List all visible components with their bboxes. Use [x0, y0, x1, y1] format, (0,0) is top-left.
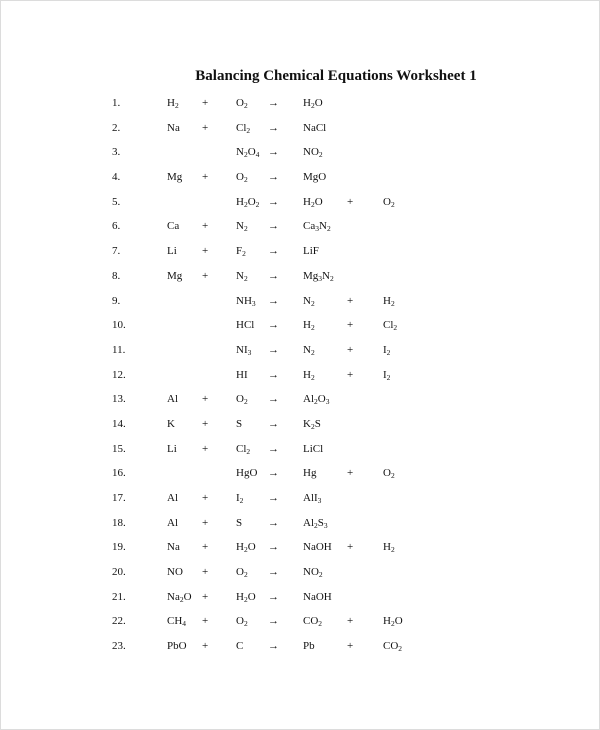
reactant-2: $N_2O_4$: [236, 146, 260, 160]
yields-arrow: →: [268, 541, 279, 554]
product-1: LiCl: [303, 442, 324, 455]
equation-row: [1, 463, 600, 488]
product-1: Hg: [303, 467, 317, 480]
reactant-1: NO: [167, 566, 183, 579]
equation-number: 3.: [112, 146, 121, 159]
product-1: $Mg_3N_2$: [303, 269, 334, 283]
plus-sign: +: [347, 541, 354, 554]
equation-number: 23.: [112, 640, 126, 653]
plus-sign: +: [347, 640, 354, 653]
plus-sign: +: [202, 269, 209, 282]
yields-arrow: →: [268, 121, 279, 134]
equation-number: 7.: [112, 245, 121, 258]
equation-number: 18.: [112, 516, 126, 529]
equation-number: 22.: [112, 615, 126, 628]
yields-arrow: →: [268, 640, 279, 653]
reactant-2: $F_2$: [236, 245, 246, 259]
product-1: $NO_2$: [303, 146, 323, 160]
equation-row: [1, 167, 600, 192]
product-2: $CO_2$: [383, 640, 403, 654]
plus-sign: +: [347, 368, 354, 381]
reactant-2: $O_2$: [236, 171, 248, 185]
yields-arrow: →: [268, 343, 279, 356]
plus-sign: +: [202, 640, 209, 653]
reactant-2: $N_2$: [236, 220, 248, 234]
product-1: MgO: [303, 171, 327, 184]
equation-number: 14.: [112, 417, 126, 430]
product-2: $I_2$: [383, 368, 391, 382]
yields-arrow: →: [268, 393, 279, 406]
yields-arrow: →: [268, 467, 279, 480]
equation-row: [1, 142, 600, 167]
product-2: $I_2$: [383, 343, 391, 357]
equation-row: [1, 315, 600, 340]
yields-arrow: →: [268, 442, 279, 455]
yields-arrow: →: [268, 220, 279, 233]
equation-number: 6.: [112, 220, 121, 233]
equation-row: [1, 340, 600, 365]
equation-number: 16.: [112, 467, 126, 480]
yields-arrow: →: [268, 195, 279, 208]
reactant-1: Ca: [167, 220, 180, 233]
equation-row: [1, 93, 600, 118]
reactant-2: S: [236, 417, 243, 430]
reactant-2: $O_2$: [236, 615, 248, 629]
reactant-2: $I_2$: [236, 492, 244, 505]
worksheet-title: Balancing Chemical Equations Worksheet 1: [195, 68, 477, 84]
equation-number: 4.: [112, 171, 121, 184]
equation-row: [1, 636, 600, 661]
equation-row: [1, 389, 600, 414]
plus-sign: +: [202, 541, 209, 554]
equation-row: [1, 241, 600, 266]
product-1: NaOH: [303, 541, 332, 554]
equation-row: [1, 513, 600, 538]
plus-sign: +: [347, 319, 354, 332]
equation-number: 19.: [112, 541, 126, 554]
product-2: $H_2O$: [383, 615, 403, 629]
yields-arrow: →: [268, 294, 279, 307]
reactant-1: $H_2$: [167, 97, 179, 110]
yields-arrow: →: [268, 492, 279, 504]
yields-arrow: →: [268, 245, 279, 258]
reactant-2: $O_2$: [236, 566, 248, 580]
reactant-2: C: [236, 640, 244, 653]
product-1: LiF: [303, 245, 319, 258]
equation-number: 17.: [112, 492, 126, 504]
product-1: $N_2$: [303, 343, 315, 357]
plus-sign: +: [202, 171, 209, 184]
reactant-2: $O_2$: [236, 393, 248, 407]
product-1: $Ca_3N_2$: [303, 220, 331, 234]
plus-sign: +: [202, 492, 209, 504]
plus-sign: +: [202, 615, 209, 628]
reactant-1: Li: [167, 245, 177, 258]
yields-arrow: →: [268, 171, 279, 184]
equation-number: 2.: [112, 121, 121, 134]
reactant-1: Mg: [167, 269, 183, 282]
reactant-2: $H_2O$: [236, 541, 256, 555]
reactant-1: Al: [167, 516, 178, 529]
plus-sign: +: [347, 467, 354, 480]
yields-arrow: →: [268, 615, 279, 628]
equation-row: [1, 537, 600, 562]
reactant-1: Li: [167, 442, 177, 455]
equation-number: 1.: [112, 97, 121, 109]
plus-sign: +: [202, 97, 209, 109]
product-2: $H_2$: [383, 541, 395, 555]
equation-row: [1, 192, 600, 217]
plus-sign: +: [202, 566, 209, 579]
equation-row: [1, 291, 600, 316]
plus-sign: +: [347, 615, 354, 628]
plus-sign: +: [202, 516, 209, 529]
product-1: $NO_2$: [303, 566, 323, 580]
equation-row: [1, 488, 600, 513]
product-1: AlI$_3$: [303, 492, 322, 505]
plus-sign: +: [202, 590, 209, 603]
equation-row: [1, 587, 600, 612]
product-2: $O_2$: [383, 195, 395, 209]
equation-row: [1, 118, 600, 143]
product-1: $CO_2$: [303, 615, 323, 629]
plus-sign: +: [347, 294, 354, 307]
plus-sign: +: [202, 245, 209, 258]
plus-sign: +: [202, 417, 209, 430]
plus-sign: +: [202, 393, 209, 406]
reactant-2: $N_2$: [236, 269, 248, 283]
reactant-1: Na: [167, 121, 180, 134]
equation-row: [1, 439, 600, 464]
equation-number: 9.: [112, 294, 121, 307]
product-2: $Cl_2$: [383, 319, 398, 333]
reactant-1: Na: [167, 541, 180, 554]
equation-number: 12.: [112, 368, 126, 381]
yields-arrow: →: [268, 319, 279, 332]
reactant-2: $NI_3$: [236, 343, 252, 357]
reactant-2: $NH_3$: [236, 294, 256, 308]
product-1: NaCl: [303, 121, 327, 134]
product-1: $N_2$: [303, 294, 315, 308]
equation-number: 20.: [112, 566, 126, 579]
product-2: $H_2$: [383, 294, 395, 308]
plus-sign: +: [202, 121, 209, 134]
product-1: $H_2$: [303, 319, 315, 333]
yields-arrow: →: [268, 590, 279, 603]
yields-arrow: →: [268, 368, 279, 381]
reactant-1: Al: [167, 393, 178, 406]
equation-row: [1, 216, 600, 241]
product-1: $H_2O$: [303, 195, 323, 209]
reactant-1: Al: [167, 492, 178, 504]
equation-row: [1, 611, 600, 636]
product-1: $H_2O$: [303, 97, 323, 110]
equation-number: 11.: [112, 343, 126, 356]
plus-sign: +: [202, 442, 209, 455]
product-1: NaOH: [303, 590, 332, 603]
yields-arrow: →: [268, 146, 279, 159]
yields-arrow: →: [268, 269, 279, 282]
reactant-2: $Cl_2$: [236, 121, 251, 135]
product-2: $O_2$: [383, 467, 395, 481]
reactant-2: HCl: [236, 319, 255, 332]
equation-number: 15.: [112, 442, 126, 455]
product-1: $H_2$: [303, 368, 315, 382]
reactant-2: $O_2$: [236, 97, 248, 110]
reactant-1: Mg: [167, 171, 183, 184]
equation-number: 5.: [112, 195, 121, 208]
product-1: $K_2S$: [303, 417, 321, 431]
product-1: Pb: [303, 640, 315, 653]
plus-sign: +: [347, 343, 354, 356]
reactant-2: $H_2O$: [236, 590, 256, 604]
equation-number: 8.: [112, 269, 121, 282]
reactant-2: HgO: [236, 467, 258, 480]
yields-arrow: →: [268, 566, 279, 579]
equation-row: [1, 562, 600, 587]
reactant-1: PbO: [167, 640, 187, 653]
yields-arrow: →: [268, 97, 279, 109]
reactant-2: $Cl_2$: [236, 442, 251, 456]
yields-arrow: →: [268, 516, 279, 529]
reactant-1: K: [167, 417, 175, 430]
equation-list: [1, 93, 600, 661]
equation-row: [1, 266, 600, 291]
reactant-2: S: [236, 516, 243, 529]
equation-number: 21.: [112, 590, 126, 603]
equation-row: [1, 414, 600, 439]
reactant-1: $CH_4$: [167, 615, 187, 629]
equation-number: 10.: [112, 319, 126, 332]
product-1: $Al_2O_3$: [303, 393, 330, 407]
yields-arrow: →: [268, 417, 279, 430]
reactant-2: HI: [236, 368, 248, 381]
reactant-1: $Na_2O$: [167, 590, 192, 604]
product-1: $Al_2S_3$: [303, 516, 328, 530]
equation-number: 13.: [112, 393, 126, 406]
equation-row: [1, 365, 600, 390]
plus-sign: +: [347, 195, 354, 208]
plus-sign: +: [202, 220, 209, 233]
reactant-2: $H_2O_2$: [236, 195, 260, 209]
